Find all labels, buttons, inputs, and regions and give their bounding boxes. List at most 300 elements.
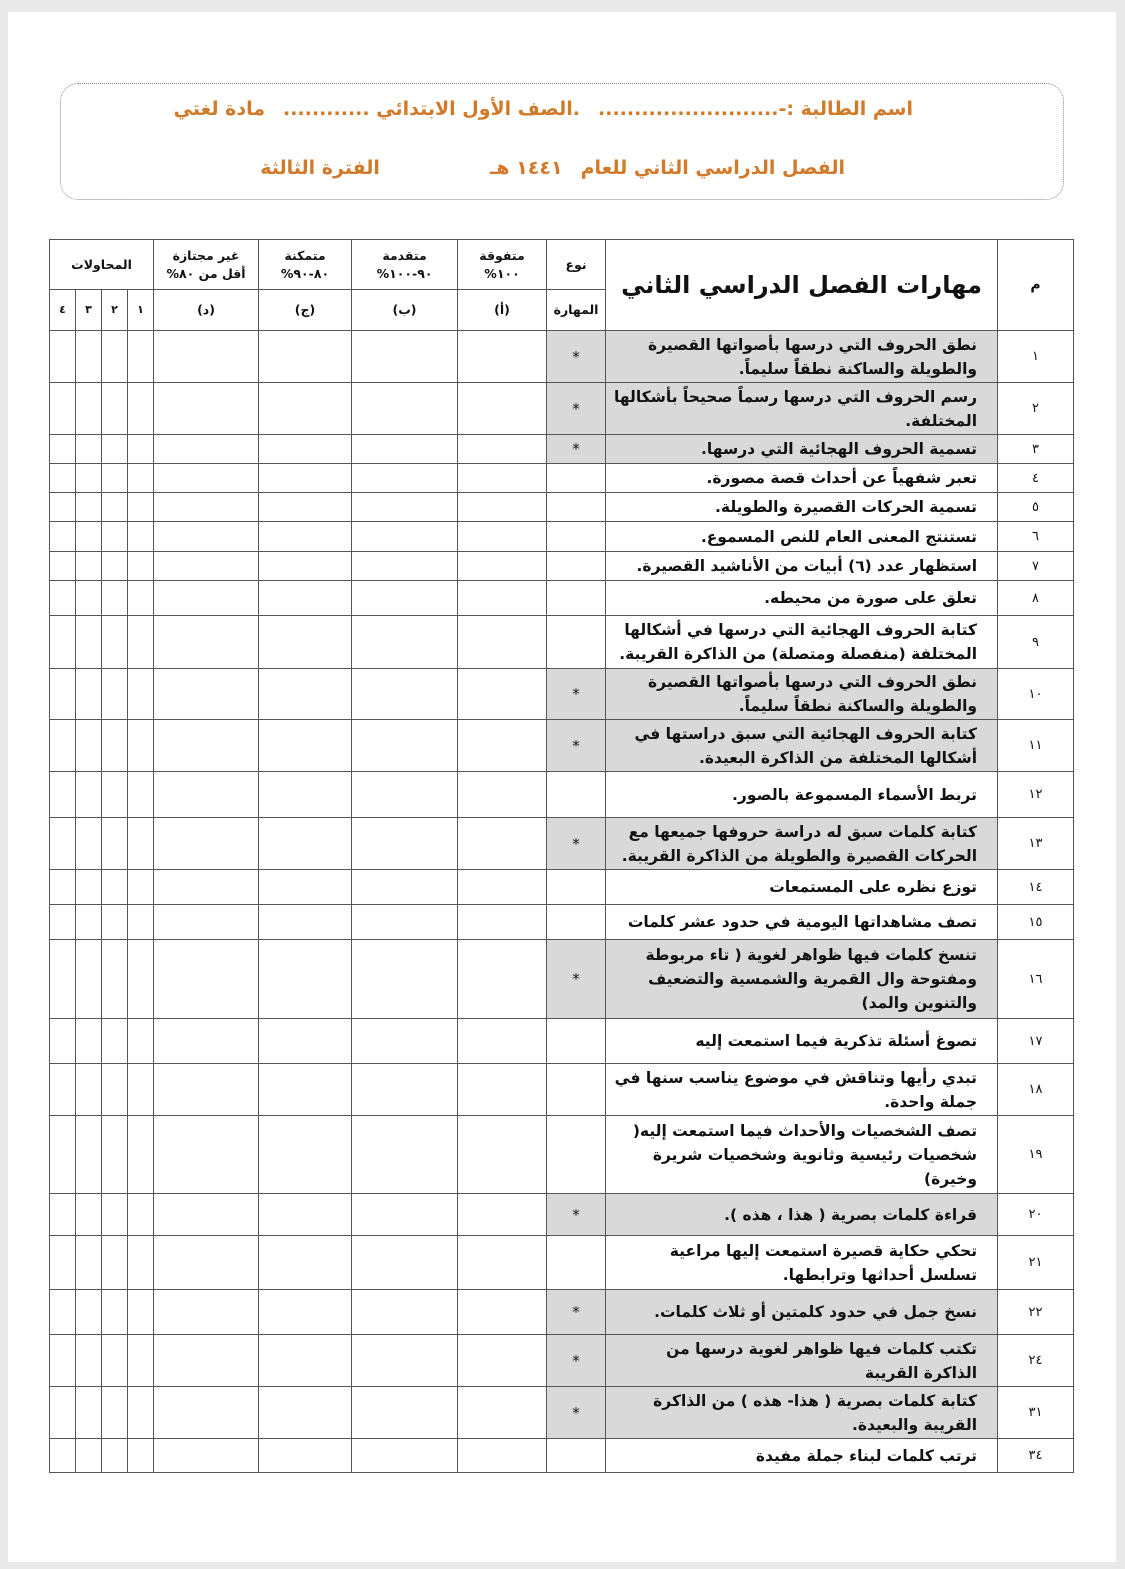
level-d-cell[interactable] (154, 905, 259, 940)
level-c-cell[interactable] (259, 616, 352, 669)
level-b-cell[interactable] (352, 1439, 458, 1473)
attempt-2-cell[interactable] (102, 1387, 128, 1439)
attempt-1-cell[interactable] (128, 1387, 154, 1439)
attempt-4-cell[interactable] (50, 1439, 76, 1473)
level-a-cell[interactable] (458, 905, 547, 940)
attempt-1-cell[interactable] (128, 331, 154, 383)
attempt-4-cell[interactable] (50, 464, 76, 493)
level-d-cell[interactable] (154, 616, 259, 669)
row-number: ٩ (998, 616, 1074, 669)
attempt-1-cell[interactable] (128, 720, 154, 772)
level-d-cell[interactable] (154, 818, 259, 870)
level-b-cell[interactable] (352, 331, 458, 383)
skill-text: توزع نظره على المستمعات (606, 870, 998, 905)
level-d-cell[interactable] (154, 1064, 259, 1116)
skill-type-mark: * (547, 720, 606, 772)
table-row (50, 616, 1074, 669)
skill-type-mark (547, 493, 606, 522)
skill-type-mark: * (547, 1194, 606, 1236)
level-b-cell[interactable] (352, 1064, 458, 1116)
attempt-2-cell[interactable] (102, 331, 128, 383)
attempt-1-cell[interactable] (128, 1335, 154, 1387)
level-a-cell[interactable] (458, 1236, 547, 1290)
level-c-cell[interactable] (259, 493, 352, 522)
skill-text: تحكي حكاية قصيرة استمعت إليها مراعية تسلسل أحداثها وترابطها. (606, 1236, 998, 1290)
level-b-cell[interactable] (352, 1116, 458, 1194)
table-row (50, 331, 1074, 383)
attempt-1-cell[interactable] (128, 522, 154, 552)
level-b-cell[interactable] (352, 669, 458, 720)
attempt-1-cell[interactable] (128, 1116, 154, 1194)
attempt-4-cell[interactable] (50, 1236, 76, 1290)
attempt-2-cell[interactable] (102, 552, 128, 581)
level-b-cell[interactable] (352, 870, 458, 905)
header-line-2 (260, 157, 845, 179)
level-d-cell[interactable] (154, 383, 259, 435)
row-number: ٢٠ (998, 1194, 1074, 1236)
attempt-2-cell[interactable] (102, 464, 128, 493)
table-row (50, 870, 1074, 905)
level-c-cell[interactable] (259, 464, 352, 493)
attempt-2-cell[interactable] (102, 1019, 128, 1064)
level-b-cell[interactable] (352, 522, 458, 552)
skill-type-mark: * (547, 669, 606, 720)
attempt-4-cell[interactable] (50, 616, 76, 669)
level-a-cell[interactable] (458, 552, 547, 581)
skill-type-mark (547, 1064, 606, 1116)
skill-text: نطق الحروف التي درسها بأصواتها القصيرة والطويلة والساكنة نطقاً سليماً. (606, 331, 998, 383)
level-a-cell[interactable] (458, 772, 547, 818)
level-d-cell[interactable] (154, 552, 259, 581)
attempt-3-cell[interactable] (76, 720, 102, 772)
attempt-1-cell[interactable] (128, 818, 154, 870)
attempt-3-cell[interactable] (76, 1064, 102, 1116)
attempt-4-cell[interactable] (50, 522, 76, 552)
attempt-4-cell[interactable] (50, 1194, 76, 1236)
level-b-cell[interactable] (352, 383, 458, 435)
level-d-cell[interactable] (154, 1335, 259, 1387)
attempt-2-cell[interactable] (102, 720, 128, 772)
row-number: ٣ (998, 435, 1074, 464)
level-d-cell[interactable] (154, 464, 259, 493)
level-c-cell[interactable] (259, 522, 352, 552)
level-letter-c: (ج) (259, 290, 352, 331)
table-row (50, 1387, 1074, 1439)
skill-text: نطق الحروف التي درسها بأصواتها القصيرة والطويلة والساكنة نطقاً سليماً. (606, 669, 998, 720)
attempt-1-cell[interactable] (128, 669, 154, 720)
attempt-1-header: ١ (128, 290, 154, 331)
period-label: الفترة الثالثة (260, 157, 380, 179)
attempt-1-cell[interactable] (128, 870, 154, 905)
attempt-4-cell[interactable] (50, 1290, 76, 1335)
level-a-cell[interactable] (458, 1019, 547, 1064)
level-c-cell[interactable] (259, 1290, 352, 1335)
row-number: ٣١ (998, 1387, 1074, 1439)
level-a-cell[interactable] (458, 1439, 547, 1473)
level-c-cell[interactable] (259, 818, 352, 870)
skill-type-mark: * (547, 818, 606, 870)
table-title: مهارات الفصل الدراسي الثاني (606, 240, 998, 331)
row-number: ١٢ (998, 772, 1074, 818)
attempt-4-cell[interactable] (50, 1116, 76, 1194)
skill-text: ترتب كلمات لبناء جملة مفيدة (606, 1439, 998, 1473)
attempt-1-cell[interactable] (128, 1439, 154, 1473)
level-c-cell[interactable] (259, 905, 352, 940)
attempt-2-cell[interactable] (102, 870, 128, 905)
level-a-cell[interactable] (458, 669, 547, 720)
row-number: ١٦ (998, 940, 1074, 1019)
table-row (50, 1064, 1074, 1116)
row-number: ٨ (998, 581, 1074, 616)
level-c-cell[interactable] (259, 720, 352, 772)
table-row (50, 1116, 1074, 1194)
skill-type-mark (547, 1019, 606, 1064)
skill-type-mark: * (547, 1387, 606, 1439)
level-a-cell[interactable] (458, 870, 547, 905)
table-row (50, 1290, 1074, 1335)
attempt-2-cell[interactable] (102, 581, 128, 616)
level-a-cell[interactable] (458, 331, 547, 383)
level-d-cell[interactable] (154, 1116, 259, 1194)
level-letter-d: (د) (154, 290, 259, 331)
year-label: ١٤٤١ هـ (489, 157, 563, 179)
table-row (50, 493, 1074, 522)
attempt-4-cell[interactable] (50, 581, 76, 616)
attempt-4-cell[interactable] (50, 1335, 76, 1387)
skill-type-mark (547, 464, 606, 493)
skill-text: تستنتج المعنى العام للنص المسموع. (606, 522, 998, 552)
row-number: ٥ (998, 493, 1074, 522)
skill-text: تعبر شفهياً عن أحداث قصة مصورة. (606, 464, 998, 493)
attempt-1-cell[interactable] (128, 1236, 154, 1290)
row-number: ١١ (998, 720, 1074, 772)
level-b-cell[interactable] (352, 818, 458, 870)
skill-type-mark (547, 1439, 606, 1473)
skill-type-mark: * (547, 940, 606, 1019)
level-c-cell[interactable] (259, 1236, 352, 1290)
level-c-cell[interactable] (259, 1019, 352, 1064)
level-a-cell[interactable] (458, 1064, 547, 1116)
skill-type-mark (547, 616, 606, 669)
level-b-cell[interactable] (352, 1194, 458, 1236)
skill-text: تنسخ كلمات فيها ظواهر لغوية ( تاء مربوطة ومفتوحة وال القمرية والشمسية والتضعيف والتنوين والمد) (606, 940, 998, 1019)
attempt-3-cell[interactable] (76, 905, 102, 940)
row-number: ٧ (998, 552, 1074, 581)
level-a-cell[interactable] (458, 493, 547, 522)
table-row (50, 435, 1074, 464)
skill-type-mark (547, 552, 606, 581)
level-c-cell[interactable] (259, 1439, 352, 1473)
level-b-cell[interactable] (352, 1236, 458, 1290)
attempt-2-cell[interactable] (102, 669, 128, 720)
attempt-2-cell[interactable] (102, 1194, 128, 1236)
attempt-3-cell[interactable] (76, 1335, 102, 1387)
attempt-4-cell[interactable] (50, 772, 76, 818)
level-c-cell[interactable] (259, 581, 352, 616)
skill-type-mark: * (547, 383, 606, 435)
row-number: ١٨ (998, 1064, 1074, 1116)
attempt-2-cell[interactable] (102, 1064, 128, 1116)
level-c-cell[interactable] (259, 940, 352, 1019)
attempt-3-cell[interactable] (76, 522, 102, 552)
skill-text: كتابة كلمات بصرية ( هذا- هذه ) من الذاكرة القريبة والبعيدة. (606, 1387, 998, 1439)
skill-text: كتابة الحروف الهجائية التي درسها في أشكالها المختلفة (منفصلة ومتصلة) من الذاكرة القريبة. (606, 616, 998, 669)
attempt-1-cell[interactable] (128, 1290, 154, 1335)
skill-text: كتابة الحروف الهجائية التي سبق دراستها في أشكالها المختلفة من الذاكرة البعيدة. (606, 720, 998, 772)
level-b-cell[interactable] (352, 1290, 458, 1335)
row-number: ٣٤ (998, 1439, 1074, 1473)
level-d-cell[interactable] (154, 581, 259, 616)
row-number: ٤ (998, 464, 1074, 493)
level-a-cell[interactable] (458, 522, 547, 552)
attempt-2-header: ٢ (102, 290, 128, 331)
level-b-cell[interactable] (352, 772, 458, 818)
level-a-cell[interactable] (458, 464, 547, 493)
level-d-cell[interactable] (154, 1439, 259, 1473)
level-d-cell[interactable] (154, 772, 259, 818)
attempt-2-cell[interactable] (102, 616, 128, 669)
attempt-3-cell[interactable] (76, 616, 102, 669)
attempt-1-cell[interactable] (128, 493, 154, 522)
level-b-cell[interactable] (352, 581, 458, 616)
level-d-cell[interactable] (154, 720, 259, 772)
attempt-3-cell[interactable] (76, 772, 102, 818)
level-c-cell[interactable] (259, 552, 352, 581)
attempt-4-cell[interactable] (50, 383, 76, 435)
skill-type-mark (547, 1116, 606, 1194)
level-d-cell[interactable] (154, 435, 259, 464)
attempt-1-cell[interactable] (128, 1194, 154, 1236)
attempt-3-cell[interactable] (76, 1116, 102, 1194)
attempt-2-cell[interactable] (102, 818, 128, 870)
table-row (50, 905, 1074, 940)
level-d-cell[interactable] (154, 870, 259, 905)
row-number: ١٤ (998, 870, 1074, 905)
attempt-3-cell[interactable] (76, 552, 102, 581)
level-b-cell[interactable] (352, 493, 458, 522)
level-c-cell[interactable] (259, 1387, 352, 1439)
attempt-4-cell[interactable] (50, 1019, 76, 1064)
skill-type-mark (547, 905, 606, 940)
table-row (50, 1019, 1074, 1064)
attempt-3-cell[interactable] (76, 1019, 102, 1064)
level-a-cell[interactable] (458, 1194, 547, 1236)
level-a-cell[interactable] (458, 383, 547, 435)
level-c-cell[interactable] (259, 772, 352, 818)
level-a-cell[interactable] (458, 940, 547, 1019)
attempt-4-cell[interactable] (50, 905, 76, 940)
level-b-cell[interactable] (352, 464, 458, 493)
level-b-cell[interactable] (352, 1387, 458, 1439)
level-b-cell[interactable] (352, 616, 458, 669)
row-number: ٦ (998, 522, 1074, 552)
attempt-1-cell[interactable] (128, 772, 154, 818)
attempt-3-cell[interactable] (76, 940, 102, 1019)
attempt-2-cell[interactable] (102, 435, 128, 464)
table-row (50, 1194, 1074, 1236)
attempt-4-cell[interactable] (50, 720, 76, 772)
attempt-2-cell[interactable] (102, 522, 128, 552)
table-row (50, 940, 1074, 1019)
skills-table (49, 239, 1074, 1473)
attempt-4-cell[interactable] (50, 818, 76, 870)
skill-type-mark (547, 522, 606, 552)
level-a-cell[interactable] (458, 1335, 547, 1387)
attempt-2-cell[interactable] (102, 1236, 128, 1290)
student-info-box (60, 83, 1064, 200)
attempt-2-cell[interactable] (102, 1439, 128, 1473)
skill-type-mark (547, 581, 606, 616)
skill-type-mark: * (547, 331, 606, 383)
attempt-3-cell[interactable] (76, 464, 102, 493)
level-c-cell[interactable] (259, 435, 352, 464)
skill-text: تصف الشخصيات والأحداث فيما استمعت إليه( شخصيات رئيسية وثانوية وشخصيات شريرة وخيرة) (606, 1116, 998, 1194)
level-c-cell[interactable] (259, 1064, 352, 1116)
attempt-4-cell[interactable] (50, 870, 76, 905)
level-d-cell[interactable] (154, 1290, 259, 1335)
level-d-cell[interactable] (154, 493, 259, 522)
level-c-cell[interactable] (259, 331, 352, 383)
table-row (50, 522, 1074, 552)
attempt-1-cell[interactable] (128, 905, 154, 940)
level-b-cell[interactable] (352, 1335, 458, 1387)
level-a-cell[interactable] (458, 435, 547, 464)
attempt-1-cell[interactable] (128, 464, 154, 493)
attempt-1-cell[interactable] (128, 1064, 154, 1116)
attempts-header: المحاولات (50, 240, 154, 290)
level-c-cell[interactable] (259, 870, 352, 905)
level-b-cell[interactable] (352, 435, 458, 464)
table-row (50, 581, 1074, 616)
attempt-4-cell[interactable] (50, 940, 76, 1019)
level-header-a: متفوقة ١٠٠% (458, 240, 547, 290)
attempt-1-cell[interactable] (128, 435, 154, 464)
attempt-4-cell[interactable] (50, 552, 76, 581)
attempt-2-cell[interactable] (102, 1116, 128, 1194)
attempt-3-cell[interactable] (76, 1290, 102, 1335)
level-d-cell[interactable] (154, 331, 259, 383)
attempt-1-cell[interactable] (128, 940, 154, 1019)
table-row (50, 1236, 1074, 1290)
attempt-2-cell[interactable] (102, 1290, 128, 1335)
attempt-2-cell[interactable] (102, 383, 128, 435)
level-d-cell[interactable] (154, 1194, 259, 1236)
level-c-cell[interactable] (259, 1335, 352, 1387)
attempt-3-cell[interactable] (76, 1387, 102, 1439)
level-d-cell[interactable] (154, 669, 259, 720)
attempt-3-cell[interactable] (76, 818, 102, 870)
skill-text: رسم الحروف التي درسها رسماً صحيحاً بأشكالها المختلفة. (606, 383, 998, 435)
level-b-cell[interactable] (352, 1019, 458, 1064)
level-b-cell[interactable] (352, 552, 458, 581)
skill-text: تربط الأسماء المسموعة بالصور. (606, 772, 998, 818)
level-d-cell[interactable] (154, 1019, 259, 1064)
attempt-4-cell[interactable] (50, 493, 76, 522)
level-b-cell[interactable] (352, 720, 458, 772)
attempt-1-cell[interactable] (128, 552, 154, 581)
attempt-4-cell[interactable] (50, 1064, 76, 1116)
table-header-row-1 (50, 240, 1074, 290)
table-row (50, 669, 1074, 720)
level-b-cell[interactable] (352, 905, 458, 940)
attempt-4-cell[interactable] (50, 435, 76, 464)
table-row (50, 383, 1074, 435)
level-a-cell[interactable] (458, 818, 547, 870)
row-number: ٢٤ (998, 1335, 1074, 1387)
level-c-cell[interactable] (259, 669, 352, 720)
level-c-cell[interactable] (259, 383, 352, 435)
level-a-cell[interactable] (458, 1116, 547, 1194)
attempt-3-cell[interactable] (76, 1439, 102, 1473)
col-number-header: م (998, 240, 1074, 331)
attempt-2-cell[interactable] (102, 493, 128, 522)
attempt-3-cell[interactable] (76, 581, 102, 616)
level-a-cell[interactable] (458, 1290, 547, 1335)
row-number: ١٥ (998, 905, 1074, 940)
level-d-cell[interactable] (154, 940, 259, 1019)
attempt-2-cell[interactable] (102, 940, 128, 1019)
col-type-header-bottom: المهارة (547, 290, 606, 331)
level-letter-b: (ب) (352, 290, 458, 331)
level-d-cell[interactable] (154, 1387, 259, 1439)
attempt-1-cell[interactable] (128, 581, 154, 616)
attempt-3-cell[interactable] (76, 435, 102, 464)
attempt-2-cell[interactable] (102, 772, 128, 818)
skill-text: تسمية الحركات القصيرة والطويلة. (606, 493, 998, 522)
skill-type-mark: * (547, 1335, 606, 1387)
grade-label: .الصف الأول الابتدائي ............ (283, 98, 581, 120)
table-row (50, 552, 1074, 581)
level-c-cell[interactable] (259, 1194, 352, 1236)
level-d-cell[interactable] (154, 1236, 259, 1290)
level-a-cell[interactable] (458, 581, 547, 616)
level-d-cell[interactable] (154, 522, 259, 552)
level-b-cell[interactable] (352, 940, 458, 1019)
attempt-3-cell[interactable] (76, 1236, 102, 1290)
attempt-3-cell[interactable] (76, 1194, 102, 1236)
level-c-cell[interactable] (259, 1116, 352, 1194)
skill-text: قراءة كلمات بصرية ( هذا ، هذه ). (606, 1194, 998, 1236)
attempt-2-cell[interactable] (102, 1335, 128, 1387)
skill-text: تصف مشاهداتها اليومية في حدود عشر كلمات (606, 905, 998, 940)
attempt-1-cell[interactable] (128, 1019, 154, 1064)
table-row (50, 464, 1074, 493)
level-header-c: متمكنة ٨٠-٩٠% (259, 240, 352, 290)
attempt-4-cell[interactable] (50, 1387, 76, 1439)
attempt-4-cell[interactable] (50, 331, 76, 383)
row-number: ١ (998, 331, 1074, 383)
level-a-cell[interactable] (458, 720, 547, 772)
attempt-1-cell[interactable] (128, 383, 154, 435)
table-row (50, 1335, 1074, 1387)
attempt-3-cell[interactable] (76, 493, 102, 522)
attempt-3-cell[interactable] (76, 383, 102, 435)
table-row (50, 720, 1074, 772)
skill-text: كتابة كلمات سبق له دراسة حروفها جميعها مع الحركات القصيرة والطويلة من الذاكرة القريبة. (606, 818, 998, 870)
level-a-cell[interactable] (458, 616, 547, 669)
attempt-1-cell[interactable] (128, 616, 154, 669)
attempt-3-cell[interactable] (76, 331, 102, 383)
skill-text: تسمية الحروف الهجائية التي درسها. (606, 435, 998, 464)
student-name-label: اسم الطالبة :-......................... (598, 98, 913, 120)
attempt-3-cell[interactable] (76, 870, 102, 905)
level-a-cell[interactable] (458, 1387, 547, 1439)
row-number: ١٣ (998, 818, 1074, 870)
attempt-2-cell[interactable] (102, 905, 128, 940)
table-row (50, 772, 1074, 818)
attempt-4-cell[interactable] (50, 669, 76, 720)
attempt-3-cell[interactable] (76, 669, 102, 720)
